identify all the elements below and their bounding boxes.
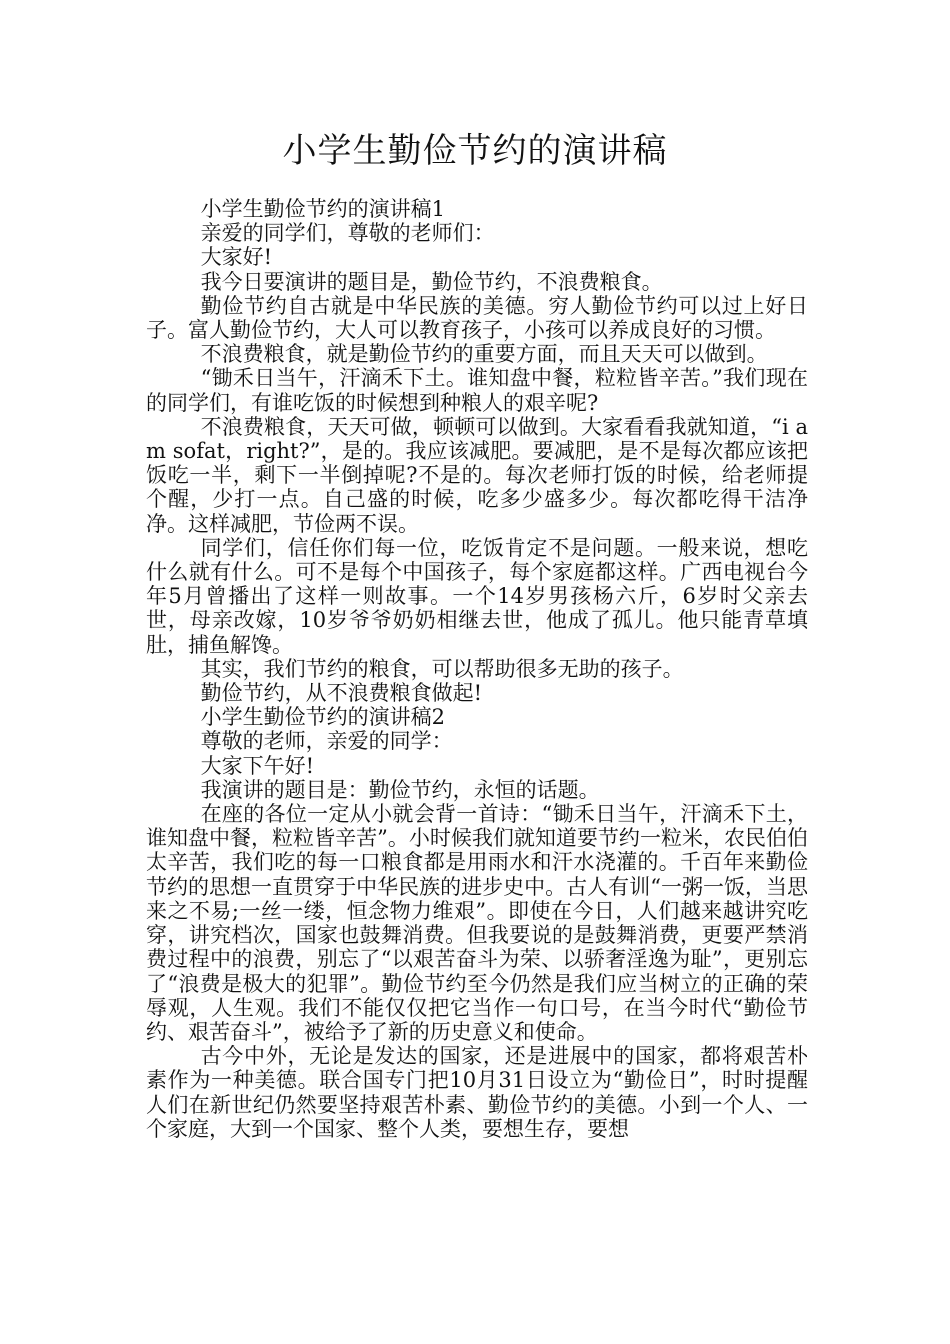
paragraph: 在座的各位一定从小就会背一首诗：“锄禾日当午，汗滴禾下土，谁知盘中餐，粒粒皆辛苦”。小时候我们就知道要节约一粒米，农民伯伯太辛苦，我们吃的每一口粮食都是用雨水和汗水浇灌的。千百年来勤俭节约的思想一直贯穿于中华民族的进步史中。古人有训“一粥一饭，当思来之不易;一丝一缕，恒念物力维艰”。即使在今日，人们越来越讲究吃穿，讲究档次，国家也鼓舞消费。但我要说的是鼓舞消费，更要严禁消费过程中的浪费，别忘了“以艰苦奋斗为荣、以骄奢淫逸为耻”，更别忘了“浪费是极大的犯罪”。勤俭节约至今仍然是我们应当树立的正确的荣辱观，人生观。我们不能仅仅把它当作一句口号，在当今时代“勤俭节约、艰苦奋斗”，被给予了新的历史意义和使命。	[146, 802, 808, 1044]
paragraph: 大家好!	[200, 245, 273, 270]
paragraph: 大家下午好!	[200, 753, 315, 778]
paragraph: 其实，我们节约的粮食，可以帮助很多无助的孩子。	[200, 656, 684, 681]
paragraph: 我演讲的题目是：勤俭节约，永恒的话题。	[200, 777, 600, 802]
paragraph: 小学生勤俭节约的演讲稿1	[200, 197, 445, 221]
document-title: 小学生勤俭节约的演讲稿	[282, 131, 668, 171]
paragraph: 不浪费粮食，就是勤俭节约的重要方面，而且天天可以做到。	[200, 342, 768, 367]
paragraph: 亲爱的同学们，尊敬的老师们：	[200, 221, 495, 246]
paragraph: 勤俭节约自古就是中华民族的美德。穷人勤俭节约可以过上好日子。富人勤俭节约，大人可以教育孩子，小孩可以养成良好的习惯。	[146, 293, 808, 343]
paragraph: 尊敬的老师，亲爱的同学：	[200, 729, 453, 754]
document-body	[146, 197, 808, 1141]
paragraph: 勤俭节约，从不浪费粮食做起!	[200, 681, 483, 706]
paragraph: 小学生勤俭节约的演讲稿2	[200, 705, 445, 730]
paragraph: 古今中外，无论是发达的国家，还是进展中的国家，都将艰苦朴素作为一种美德。联合国专门把10月31日设立为“勤俭日”，时时提醒人们在新世纪仍然要坚持艰苦朴素、勤俭节约的美德。小到一个人、一个家庭，大到一个国家、整个人类，要想生存，要想	[146, 1044, 808, 1141]
paragraph: 同学们，信任你们每一位，吃饭肯定不是问题。一般来说，想吃什么就有什么。可不是每个中国孩子，每个家庭都这样。广西电视台今年5月曾播出了这样一则故事。一个14岁男孩杨六斤，6岁时父亲去世，母亲改嫁，10岁爷爷奶奶相继去世，他成了孤儿。他只能青草填肚，捕鱼解馋。	[146, 535, 808, 657]
paragraph: 不浪费粮食，天天可做，顿顿可以做到。大家看看我就知道，“i am sofat，right?”，是的。我应该减肥。要减肥，是不是每次都应该把饭吃一半，剩下一半倒掉呢?不是的。每次老师打饭的时候，给老师提个醒，少打一点。自己盛的时候，吃多少盛多少。每次都吃得干洁净净。这样减肥，节俭两不误。	[146, 414, 808, 536]
paragraph: 我今日要演讲的题目是，勤俭节约，不浪费粮食。	[200, 269, 663, 294]
paragraph: “锄禾日当午，汗滴禾下土。谁知盘中餐，粒粒皆辛苦。”我们现在的同学们，有谁吃饭的时候想到种粮人的艰辛呢?	[146, 366, 808, 415]
